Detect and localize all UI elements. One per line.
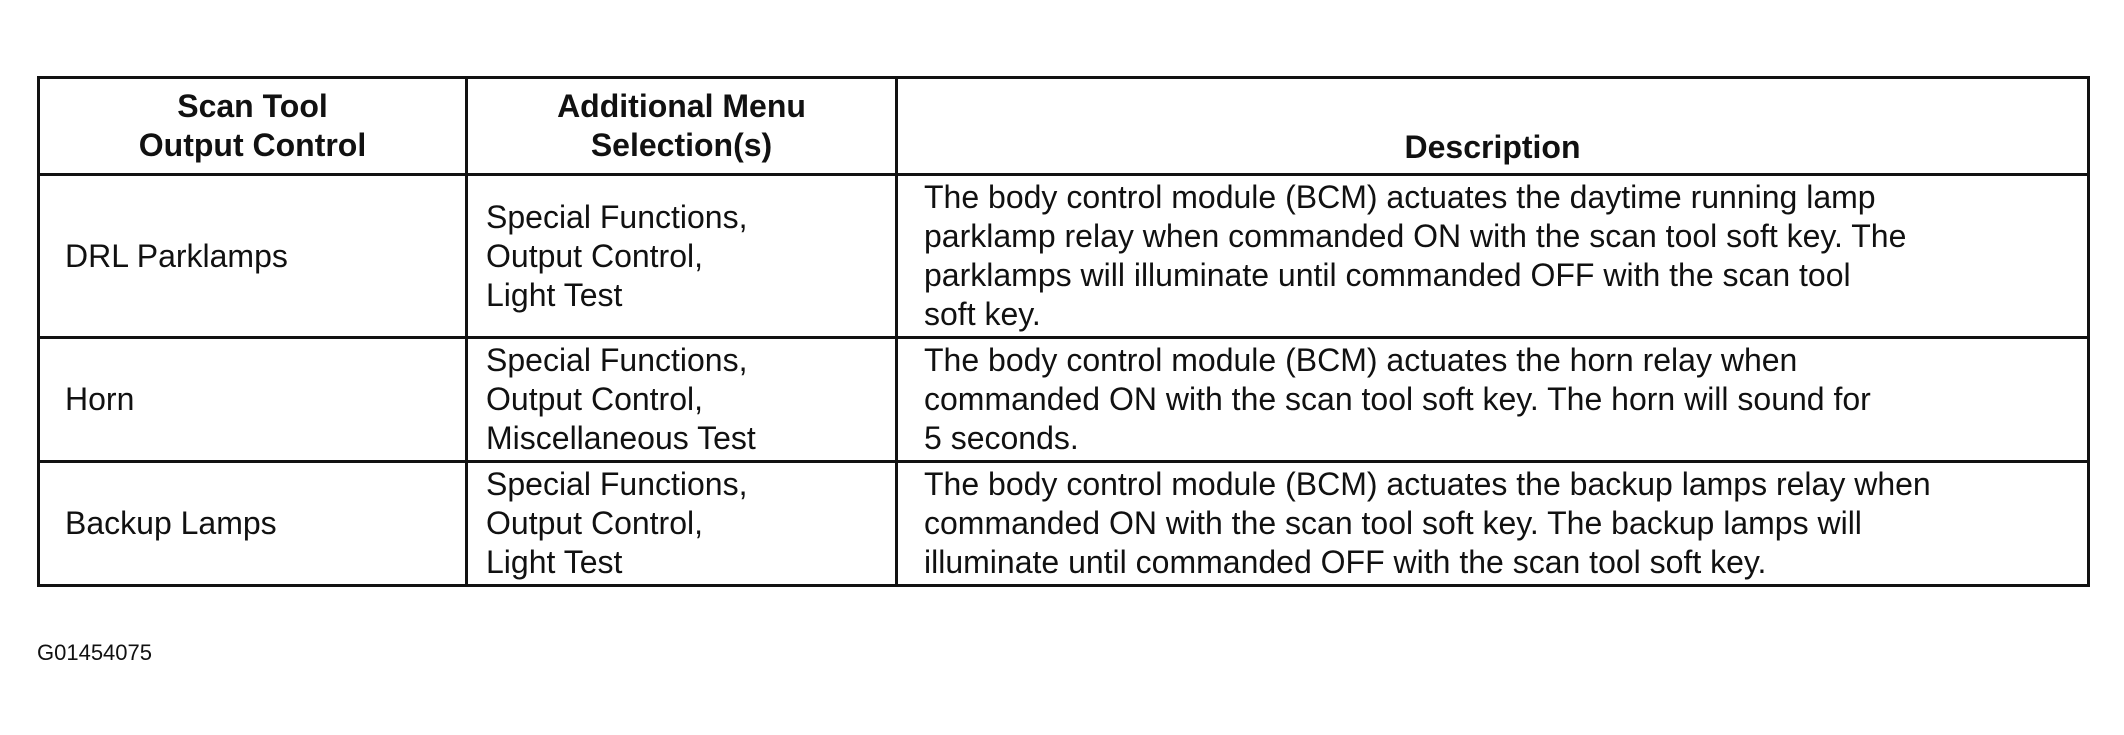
description-line: The body control module (BCM) actuates the horn relay when	[924, 342, 1798, 378]
description-cell	[897, 338, 2089, 462]
header-line: Selection(s)	[590, 127, 773, 163]
control-cell: DRL Parklamps	[39, 175, 467, 338]
menu-line: Output Control,	[486, 505, 703, 541]
header-line: Additional Menu	[557, 88, 806, 124]
menu-line: Light Test	[486, 276, 623, 313]
menu-line: Miscellaneous Test	[486, 420, 756, 456]
header-additional-menu-selections	[467, 78, 897, 175]
menu-line: Special Functions,	[486, 342, 748, 378]
menu-selection-cell	[467, 175, 897, 338]
menu-line: Special Functions,	[486, 466, 748, 502]
header-line: Output Control	[138, 127, 367, 163]
header-description	[897, 78, 2089, 175]
description-cell	[897, 462, 2089, 586]
description-line: The body control module (BCM) actuates the backup lamps relay when	[924, 466, 1931, 502]
table-row	[39, 175, 2089, 338]
header-scan-tool-output-control	[39, 78, 467, 175]
header-line: Description	[1404, 129, 1581, 165]
figure-id-caption: G01454075	[37, 640, 152, 665]
description-cell	[897, 175, 2089, 338]
menu-line: Special Functions,	[486, 198, 748, 235]
table-header-row	[39, 78, 2089, 175]
description-line: parklamp relay when commanded ON with the scan tool soft key. The	[924, 218, 1907, 254]
control-cell: Horn	[39, 338, 467, 462]
description-line: illuminate until commanded OFF with the scan tool soft key.	[924, 544, 1767, 580]
description-line: parklamps will illuminate until commanded OFF with the scan tool	[924, 257, 1851, 293]
description-line: commanded ON with the scan tool soft key. The backup lamps will	[924, 505, 1862, 541]
header-line: Scan Tool	[177, 88, 328, 124]
description-line: commanded ON with the scan tool soft key. The horn will sound for	[924, 381, 1871, 417]
control-cell: Backup Lamps	[39, 462, 467, 586]
output-control-table	[37, 76, 2090, 587]
description-line: soft key.	[924, 296, 1041, 332]
menu-line: Light Test	[486, 544, 623, 580]
menu-line: Output Control,	[486, 381, 703, 417]
menu-selection-cell	[467, 462, 897, 586]
description-line: The body control module (BCM) actuates the daytime running lamp	[924, 179, 1876, 215]
menu-selection-cell	[467, 338, 897, 462]
table-row	[39, 338, 2089, 462]
table-row	[39, 462, 2089, 586]
menu-line: Output Control,	[486, 237, 703, 274]
description-line: 5 seconds.	[924, 420, 1079, 456]
